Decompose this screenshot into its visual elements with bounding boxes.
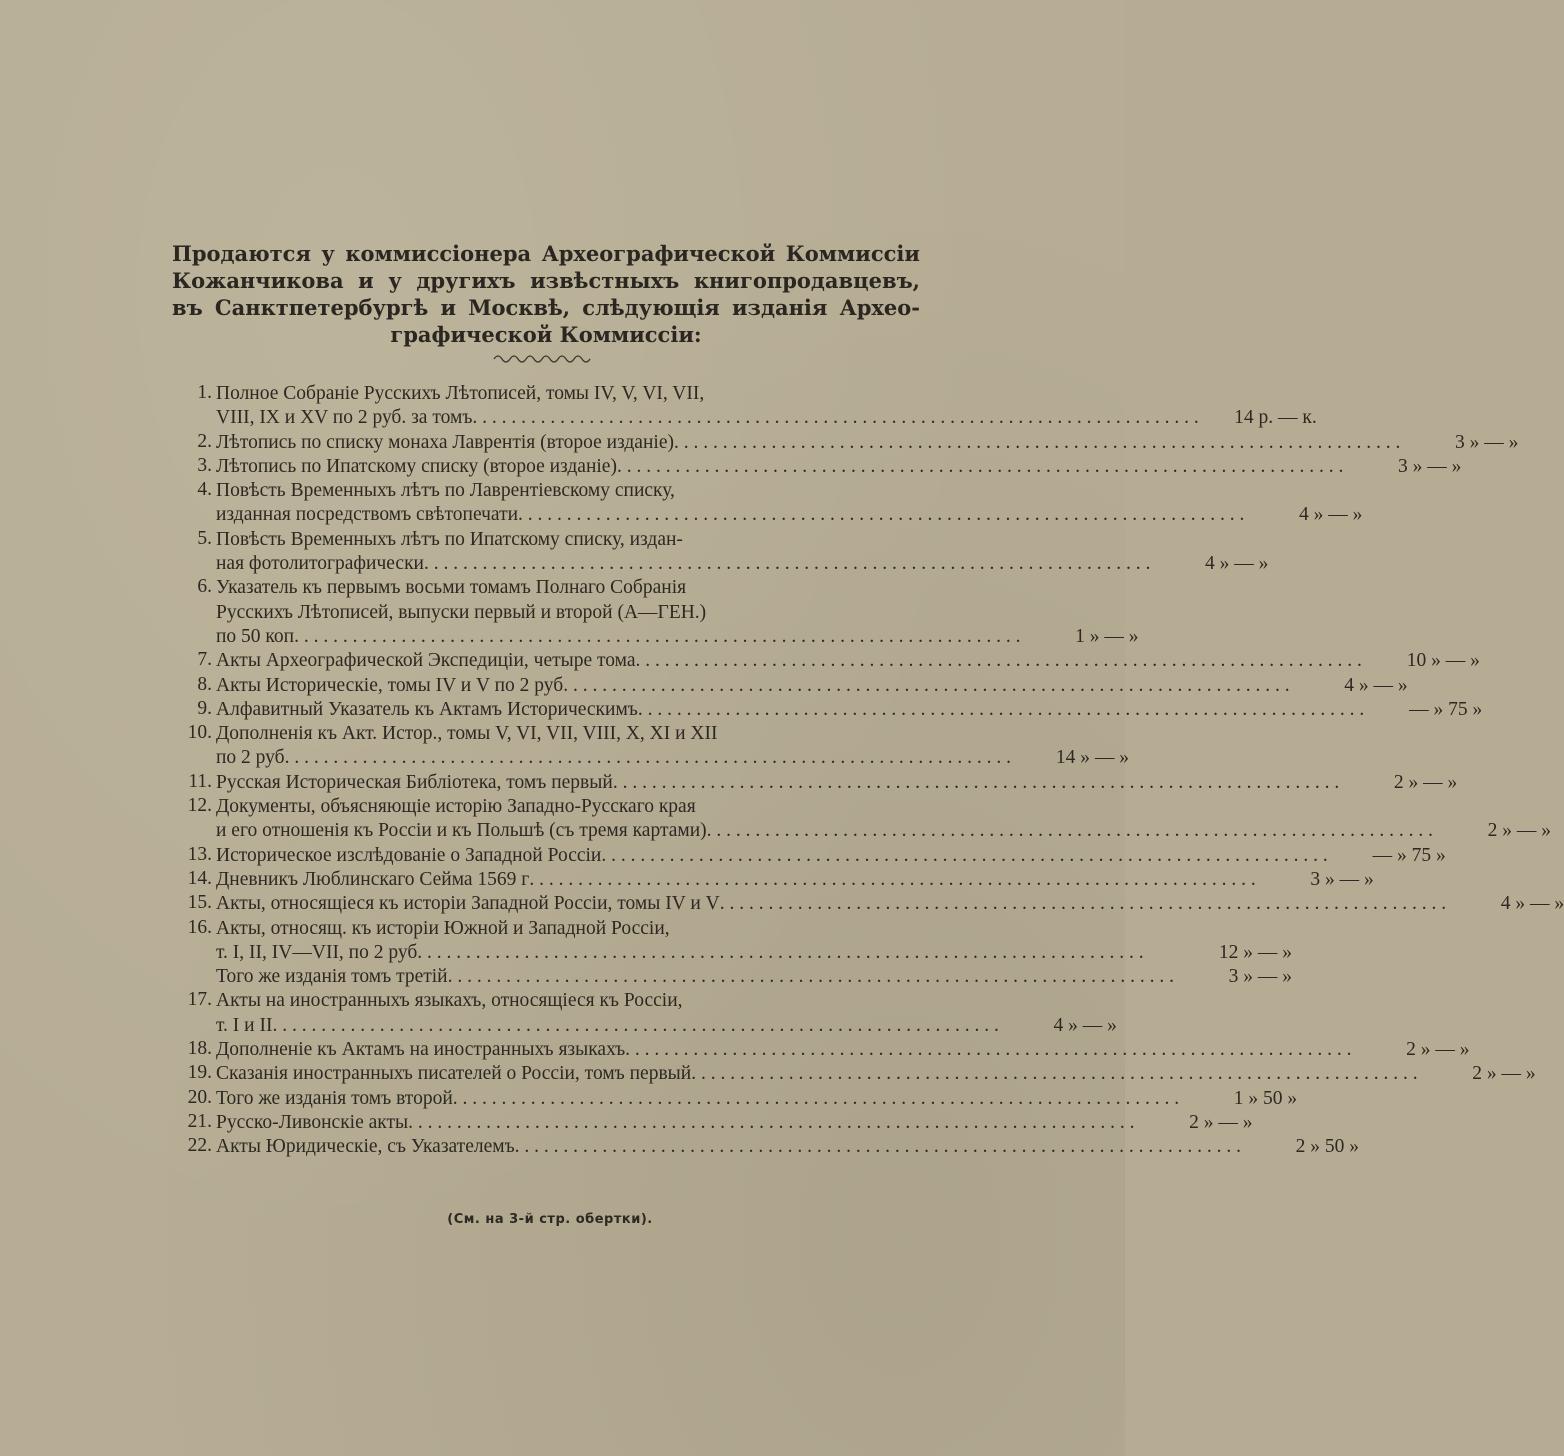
list-item	[176, 867, 1374, 892]
item-number: 12.	[187, 795, 212, 817]
item-number: 13.	[187, 843, 212, 865]
item-title-line: Того же изданія томъ второй	[216, 1087, 453, 1109]
dot-leader	[294, 625, 1020, 649]
list-item	[176, 770, 1458, 795]
heading	[172, 240, 920, 348]
item-title-line: ная фотолитографически	[216, 553, 424, 575]
item-title-line: Дополненія къ Акт. Истор., томы V, VI, VII, VIII, X, XI и XII	[216, 723, 718, 745]
item-price: 3 » — »	[1454, 431, 1519, 453]
item-title-line: Акты, относящіеся къ исторіи Западной Россіи, томы IV и V	[216, 893, 720, 915]
dot-leader	[453, 1087, 1179, 1111]
dot-leader	[613, 771, 1339, 795]
item-title-line: Историческое изслѣдованіе о Западной Россіи	[216, 844, 602, 866]
item-number: 2.	[197, 430, 212, 452]
dot-leader	[691, 1062, 1417, 1086]
item-title-line: по 2 руб	[216, 747, 285, 769]
list-item	[176, 697, 1483, 722]
item-body	[216, 795, 1551, 844]
item-body	[216, 674, 1408, 698]
list-item	[176, 1038, 1470, 1062]
item-title-line: Русская Историческая Библіотека, томъ первый	[216, 771, 613, 793]
item-body	[216, 649, 1480, 673]
dot-leader	[720, 892, 1446, 916]
item-price: 1 » 50 »	[1233, 1087, 1298, 1109]
dot-leader	[518, 503, 1244, 527]
item-number: 4.	[197, 479, 212, 501]
item-title-line: Лѣтопись по Ипатскому списку (второе изданіе)	[216, 455, 617, 477]
dot-leader	[625, 1038, 1351, 1062]
item-price: 2 » — »	[1406, 1039, 1470, 1061]
item-body	[216, 722, 1129, 771]
item-price: 2 » — »	[1472, 1063, 1536, 1085]
item-number: 6.	[197, 576, 212, 598]
list-item	[176, 527, 1269, 577]
item-body	[216, 1087, 1297, 1111]
item-body	[216, 431, 1518, 455]
list-item	[176, 479, 1363, 528]
footer-note: (См. на 3-й стр. обертки).	[447, 1212, 653, 1227]
item-body	[216, 479, 1362, 528]
item-title-line: Повѣсть Временныхъ лѣтъ по Лаврентіевскому списку,	[216, 480, 675, 502]
dot-leader	[707, 819, 1433, 843]
item-title-line: VIII, IX и XV по 2 руб. за томъ	[216, 407, 473, 429]
item-price: 14 » — »	[1055, 747, 1129, 769]
heading-line: Продаются у коммиссіонера Археографической Коммиссіи	[172, 241, 920, 266]
item-number: 15.	[187, 892, 212, 914]
dot-leader	[417, 941, 1174, 965]
item-body	[216, 1062, 1536, 1086]
item-price: 2 » 50 »	[1295, 1136, 1360, 1158]
list-item	[176, 1135, 1360, 1159]
item-title-line: Повѣсть Временныхъ лѣтъ по Ипатскому списку, издан-	[216, 528, 683, 550]
list-item	[176, 795, 1551, 844]
item-body	[216, 698, 1482, 722]
item-title-line: Дневникъ Люблинскаго Сейма 1569 г	[216, 868, 530, 890]
list-item	[176, 649, 1480, 673]
item-number: 22.	[187, 1135, 212, 1157]
item-title-line: изданная посредствомъ свѣтопечати	[216, 504, 519, 526]
item-title-line: Акты, относящ. къ исторіи Южной и Западной Россіи,	[216, 917, 670, 939]
item-body	[216, 382, 1317, 431]
item-body	[216, 455, 1461, 479]
heading-line: графической Коммиссіи:	[390, 322, 702, 347]
item-number: 17.	[187, 989, 212, 1011]
item-title-line: и его отношенія къ Россіи и къ Польшѣ (съ тремя картами)	[216, 820, 707, 842]
item-body	[216, 917, 1292, 990]
item-price: — » 75 »	[1409, 698, 1483, 720]
item-body	[216, 844, 1446, 868]
item-number: 16.	[187, 916, 212, 938]
item-price: 2 » — »	[1189, 1111, 1253, 1133]
heading-line: Кожанчикова и у другихъ извѣстныхъ книгопродавцевъ,	[172, 268, 920, 293]
item-price: 3 » — »	[1310, 868, 1374, 890]
list-item	[176, 722, 1129, 771]
item-body	[216, 989, 1117, 1038]
item-price: 10 » — »	[1406, 650, 1480, 672]
dot-leader	[285, 746, 1011, 770]
item-title-line: т. I, II, IV—VII, по 2 руб	[216, 941, 418, 963]
item-body	[216, 868, 1374, 892]
item-number: 7.	[197, 649, 212, 671]
item-number: 1.	[197, 382, 212, 403]
item-number: 21.	[187, 1110, 212, 1132]
dot-leader	[638, 698, 1364, 722]
item-body	[216, 1135, 1359, 1159]
item-body	[216, 892, 1564, 916]
list-item	[176, 843, 1446, 868]
item-title-line: Документы, объясняющіе исторію Западно-Русскаго края	[216, 796, 696, 818]
list-item	[176, 989, 1117, 1038]
item-price: 12 » — »	[1218, 941, 1292, 963]
item-price: 2 » — »	[1487, 820, 1551, 842]
item-price: 3 » — »	[1228, 966, 1292, 988]
dot-leader	[529, 868, 1255, 892]
item-price: — » 75 »	[1372, 844, 1446, 866]
item-title-line: Русско-Ливонскіе акты	[216, 1111, 409, 1133]
dot-leader	[601, 844, 1327, 868]
dot-leader	[563, 674, 1289, 698]
item-title-line: по 50 коп	[216, 625, 295, 647]
dot-leader	[424, 552, 1150, 576]
publication-list	[176, 382, 1564, 1160]
list-item	[176, 454, 1462, 479]
item-title-line: т. I и II	[216, 1014, 273, 1036]
list-item	[176, 916, 1292, 990]
list-item	[176, 576, 1139, 649]
item-price: 4 » — »	[1344, 674, 1408, 696]
wavy-ornament	[492, 352, 592, 366]
list-item	[176, 673, 1408, 698]
dot-leader	[636, 649, 1362, 673]
item-number: 8.	[197, 673, 212, 695]
item-number: 19.	[187, 1062, 212, 1084]
item-number: 14.	[187, 867, 212, 889]
item-title-line: Указатель къ первымъ восьми томамъ Полнаго Собранія	[216, 577, 687, 599]
item-price: 4 » — »	[1053, 1014, 1117, 1036]
dot-leader	[472, 406, 1198, 430]
list-item	[176, 430, 1519, 455]
item-price: 1 » — »	[1075, 625, 1139, 647]
item-number: 9.	[197, 697, 212, 719]
item-price: 4 » — »	[1500, 893, 1564, 915]
item-number: 10.	[187, 722, 212, 744]
item-number: 20.	[187, 1086, 212, 1108]
item-title-line: Акты Историческіе, томы IV и V по 2 руб	[216, 674, 564, 696]
item-title-line: Акты на иностранныхъ языкахъ, относящіеся къ Россіи,	[216, 990, 683, 1012]
item-price: 2 » — »	[1393, 771, 1458, 793]
item-price: 14 р. — к.	[1234, 407, 1317, 429]
item-number: 18.	[187, 1038, 212, 1060]
dot-leader	[617, 455, 1343, 479]
item-body	[216, 1111, 1253, 1135]
item-price: 4 » — »	[1299, 504, 1363, 526]
item-number: 3.	[197, 454, 212, 476]
item-title-line: Акты Археографической Экспедиціи, четыре тома	[216, 650, 636, 672]
dot-leader	[448, 965, 1174, 989]
item-title-line: Русскихъ Лѣтописей, выпуски первый и второй (А—ГЕН.)	[216, 601, 707, 623]
list-item	[176, 892, 1564, 916]
list-item	[176, 1086, 1298, 1111]
list-item	[176, 382, 1317, 431]
dot-leader	[272, 1014, 998, 1038]
item-title-line: Алфавитный Указатель къ Актамъ Историческимъ	[216, 698, 638, 720]
list-item	[176, 1110, 1253, 1135]
dot-leader	[408, 1111, 1134, 1135]
item-price: 3 » — »	[1397, 455, 1462, 477]
item-title-line: Лѣтопись по списку монаха Лаврентія (второе изданіе)	[216, 431, 674, 453]
item-title-line: Дополненіе къ Актамъ на иностранныхъ языкахъ	[216, 1039, 626, 1061]
item-number: 11.	[188, 770, 212, 792]
heading-line: въ Санктпетербургѣ и Москвѣ, слѣдующія изданія Архео-	[172, 295, 920, 320]
item-title-line: Акты Юридическіе, съ Указателемъ	[216, 1136, 515, 1158]
dot-leader	[674, 431, 1400, 455]
item-title-line: Сказанія иностранныхъ писателей о Россіи, томъ первый	[216, 1063, 692, 1085]
item-body	[216, 576, 1138, 649]
item-body	[216, 528, 1268, 577]
item-price: 4 » — »	[1205, 553, 1269, 575]
item-body	[216, 1038, 1470, 1062]
item-number: 5.	[197, 527, 212, 549]
dot-leader	[515, 1135, 1241, 1159]
item-title-line: Того же изданія томъ третій	[216, 966, 448, 988]
item-body	[216, 771, 1457, 795]
item-title-line: Полное Собраніе Русскихъ Лѣтописей, томы IV, V, VI, VII,	[216, 383, 705, 404]
list-item	[176, 1062, 1536, 1086]
